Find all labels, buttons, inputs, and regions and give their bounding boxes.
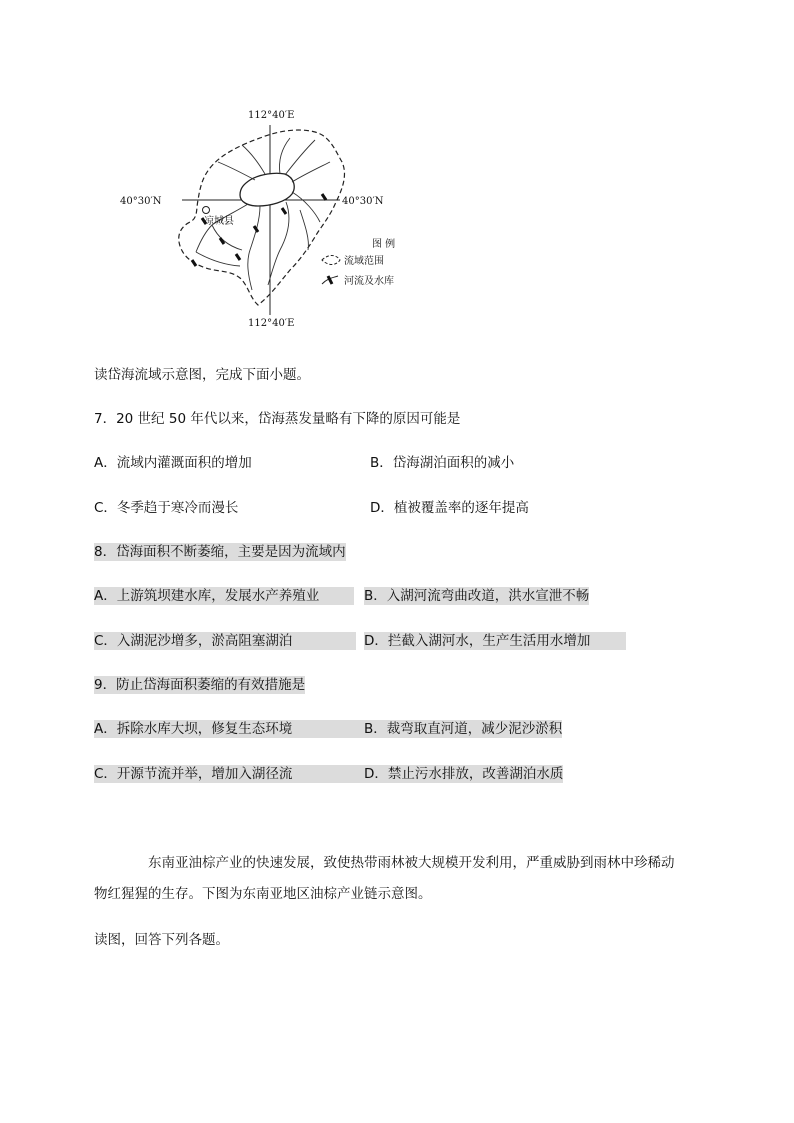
passage-line-3: 读图，回答下列各题。 xyxy=(94,932,229,948)
q8-option-a: A．上游筑坝建水库，发展水产养殖业 xyxy=(94,587,354,605)
q9-stem: 9．防止岱海面积萎缩的有效措施是 xyxy=(94,677,306,693)
q9-option-c: C．开源节流并举，增加入湖径流 xyxy=(94,765,366,783)
passage-line-1: 东南亚油棕产业的快速发展，致使热带雨林被大规模开发利用，严重威胁到雨林中珍稀动 xyxy=(148,855,675,871)
county-marker xyxy=(203,207,210,214)
q8-option-c: C．入湖泥沙增多，淤高阻塞湖泊 xyxy=(94,632,356,650)
q7-option-d: D．植被覆盖率的逐年提高 xyxy=(370,500,529,516)
longitude-label-top: 112°40′E xyxy=(248,110,295,121)
legend-title: 图 例 xyxy=(372,239,396,250)
legend-basin-swatch xyxy=(322,256,340,265)
basin-map xyxy=(110,100,430,335)
passage-line-2: 物红猩猩的生存。下图为东南亚地区油棕产业链示意图。 xyxy=(94,886,432,902)
q9-option-b: B．裁弯取直河道，减少泥沙淤积 xyxy=(364,721,563,737)
latitude-label-left: 40°30′N xyxy=(120,196,162,207)
q7-option-b: B．岱海湖泊面积的减小 xyxy=(370,455,515,471)
q8-option-d: D．拦截入湖河水，生产生活用水增加 xyxy=(364,632,626,650)
q9-option-a: A．拆除水库大坝，修复生态环境 xyxy=(94,720,366,738)
q7-option-a: A．流域内灌溉面积的增加 xyxy=(94,455,252,471)
latitude-label-right: 40°30′N xyxy=(342,196,384,207)
lake-daihai xyxy=(240,173,294,206)
legend-basin-label: 流域范围 xyxy=(344,256,384,267)
county-label: 凉城县 xyxy=(204,216,234,227)
q9-option-d: D．禁止污水排放，改善湖泊水质 xyxy=(364,766,564,782)
q7-option-c: C．冬季趋于寒冷而漫长 xyxy=(94,500,239,516)
q8-option-b: B．入湖河流弯曲改道，洪水宣泄不畅 xyxy=(364,588,590,604)
legend-reservoir-swatch xyxy=(328,276,332,284)
q8-stem: 8．岱海面积不断萎缩，主要是因为流域内 xyxy=(94,544,346,560)
intro-text: 读岱海流域示意图，完成下面小题。 xyxy=(94,367,310,383)
legend-river-label: 河流及水库 xyxy=(344,276,394,287)
q7-stem: 7．20 世纪 50 年代以来，岱海蒸发量略有下降的原因可能是 xyxy=(94,411,461,427)
longitude-label-bottom: 112°40′E xyxy=(248,318,295,329)
